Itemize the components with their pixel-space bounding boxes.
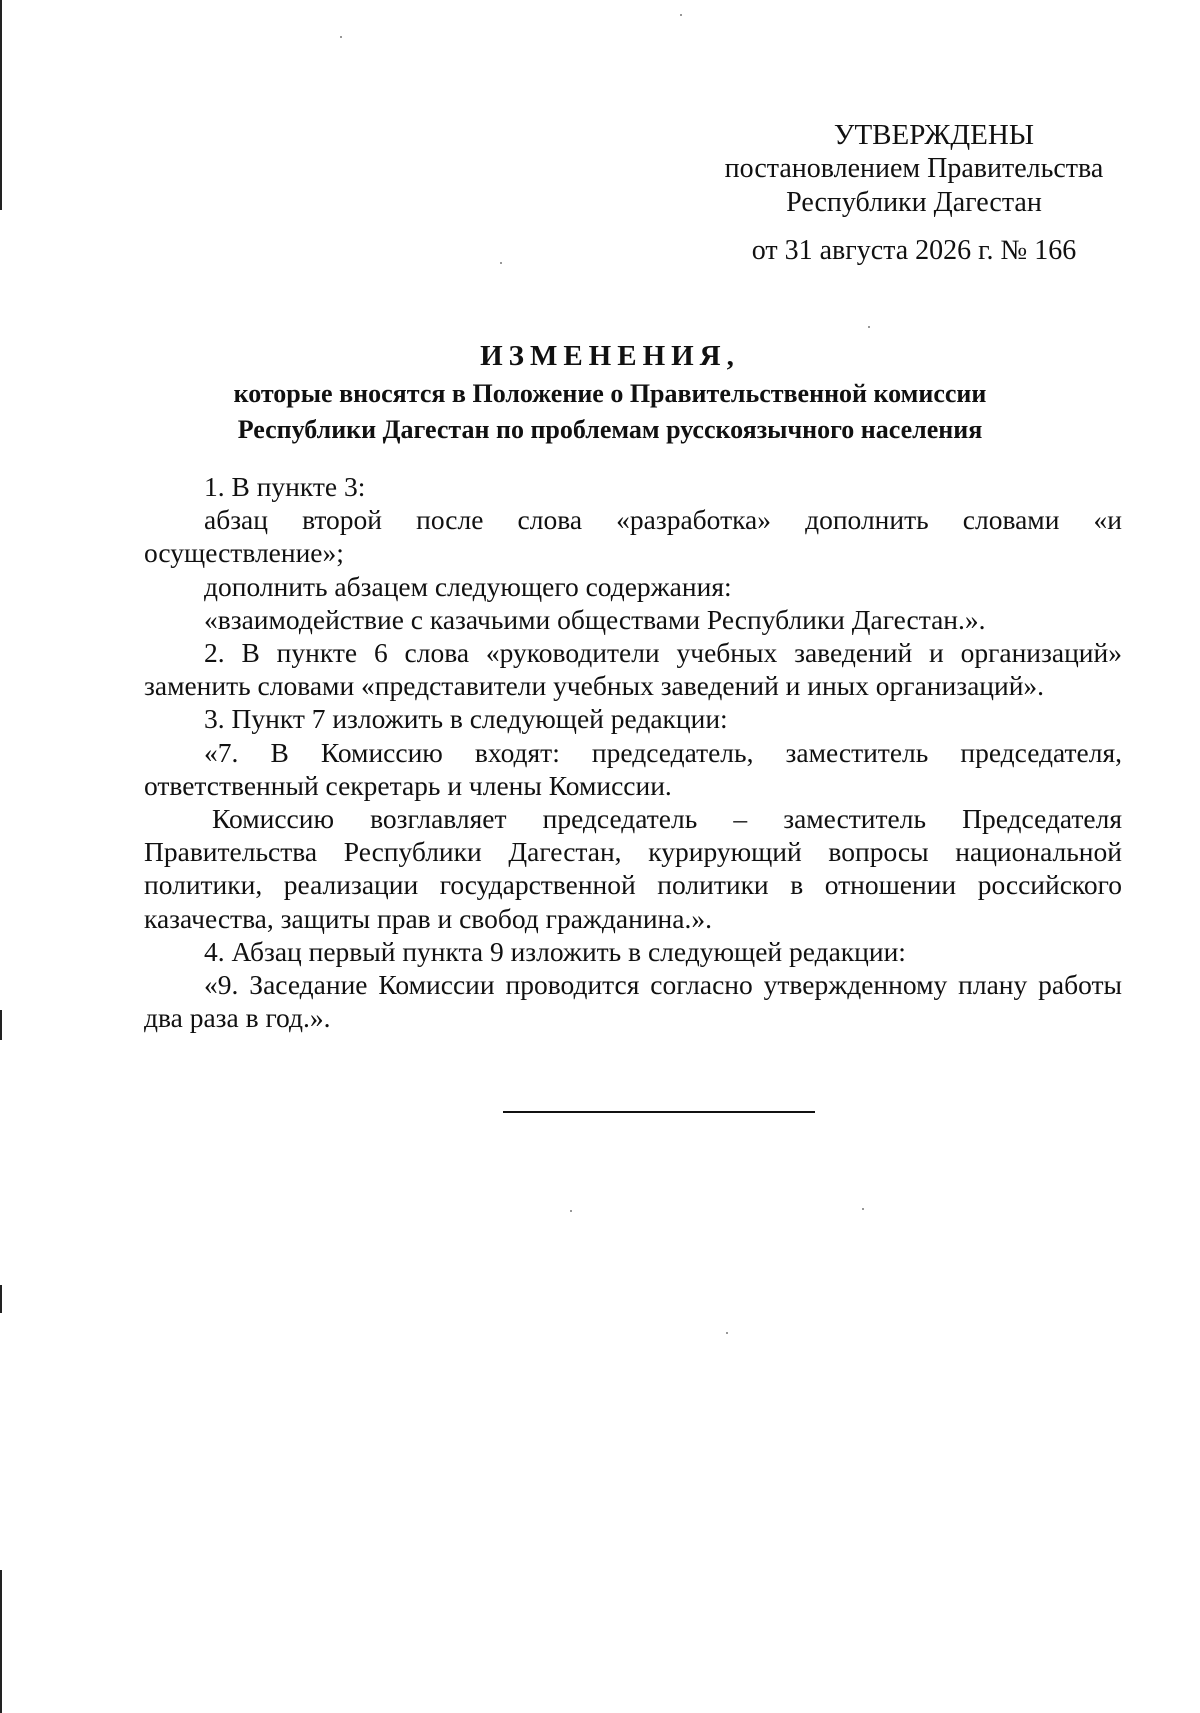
approval-line-2: Республики Дагестан xyxy=(786,187,1042,218)
scan-speck xyxy=(868,326,870,328)
paragraph: дополнить абзацем следующего содержания: xyxy=(204,570,732,602)
heading-line-2: Республики Дагестан по проблемам русскоязычного населения xyxy=(237,415,983,444)
paragraph: «взаимодействие с казачьими обществами Республики Дагестан.». xyxy=(204,603,986,635)
document-heading xyxy=(140,336,1080,448)
heading-line-1: которые вносятся в Положение о Правительственной комиссии xyxy=(233,379,987,408)
approval-date: от 31 августа 2026 г. № 166 xyxy=(751,235,1077,266)
paragraph: «7. В Комиссию входят: председатель, заместитель председателя, ответственный секретарь и члены Комиссии. xyxy=(144,736,1122,801)
scan-edge-mark xyxy=(0,1570,2,1713)
approval-title: УТВЕРЖДЕНЫ xyxy=(833,119,1035,151)
scan-speck xyxy=(726,1332,728,1334)
scan-edge-mark xyxy=(0,1285,2,1313)
paragraph: 1. В пункте 3: xyxy=(204,471,366,502)
paragraph: 2. В пункте 6 слова «руководители учебных заведений и организаций» заменить словами «представители учебных заведений и иных организаций». xyxy=(144,637,1122,702)
heading-title: ИЗМЕНЕНИЯ, xyxy=(480,340,740,372)
paragraph: 4. Абзац первый пункта 9 изложить в следующей редакции: xyxy=(204,935,906,967)
document-body xyxy=(144,470,1122,1034)
approval-line-1: постановлением Правительства xyxy=(724,153,1104,184)
paragraph: 3. Пункт 7 изложить в следующей редакции: xyxy=(204,703,728,735)
paragraph: «9. Заседание Комиссии проводится согласно утвержденному плану работы два раза в год.». xyxy=(144,969,1122,1034)
scan-speck xyxy=(680,14,682,16)
scan-edge-mark xyxy=(0,0,2,210)
paragraph: Комиссию возглавляет председатель – заместитель Председателя Правительства Республики Дагестан, курирующий вопросы национальной политики, реализации государственной политики в отношении российского казачества, защиты прав и свобод гражданина.». xyxy=(144,803,1122,934)
scan-speck xyxy=(570,1210,572,1212)
scan-speck xyxy=(500,262,502,264)
closing-divider xyxy=(503,1111,815,1113)
scan-edge-mark xyxy=(0,1010,2,1040)
approval-block xyxy=(704,118,1124,268)
paragraph: абзац второй после слова «разработка» дополнить словами «и осуществление»; xyxy=(144,504,1122,569)
scan-speck xyxy=(862,1208,864,1210)
scan-speck xyxy=(340,36,342,38)
